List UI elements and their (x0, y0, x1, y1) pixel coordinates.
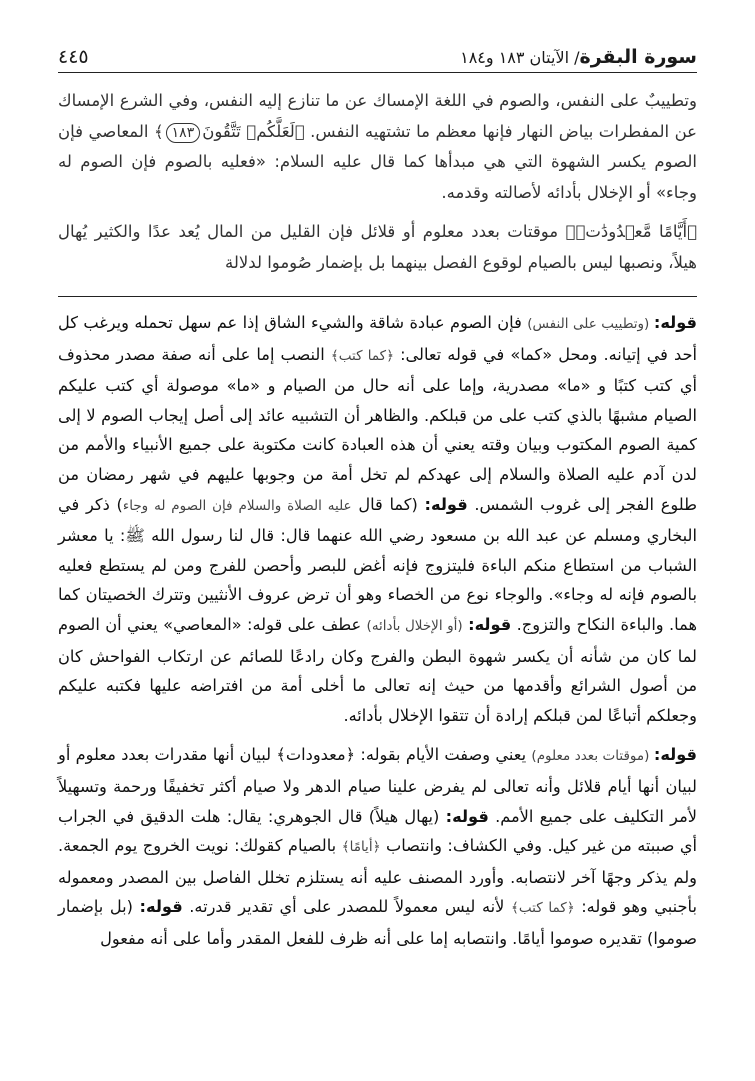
commentary-quotation: عليه الصلاة والسلام فإن الصوم له وجاء (122, 497, 352, 514)
commentary-quotation: (أو الإخلال بأدائه) (366, 617, 463, 634)
commentary-text: بالصيام كقولك: نويت الخروج يوم الجمعة. ولم يذكر وجهًا آخر لانتصابه. وأورد المصنف عليه أنه يستلزم تخلل الفاصل بين المصدر ومعموله بأجنبي وهو قوله: (58, 836, 697, 917)
commentary-quotation: ﴿كما كتب﴾ (510, 900, 575, 917)
verse-number-marker: ١٨٣ (166, 123, 201, 143)
commentary-paragraph-1 (58, 308, 697, 730)
commentary-text: يعني وصفت الأيام بقوله: ﴿معدودات﴾ لبيان أنها مقدرات بعدد معلوم أو لبيان أنها أيام قلائل وأنه تعالى لم يفرض علينا صيام الدهر ولا صيام أكثر تخفيفًا ورحمة وتسهيلاً لأمر التكليف على جميع الأمم. (58, 745, 698, 826)
commentary-quotation: (وتطييب على النفس) (527, 316, 654, 332)
header-title (460, 46, 697, 68)
commentary-text: فإن الصوم عبادة شاقة والشيء الشاق إذا عم سهل تحمله ويرغب كل أحد في إتيانه. ومحل «كما» في قوله تعالى: (58, 313, 697, 364)
running-header (58, 40, 697, 68)
base-text-paragraph-2 (58, 217, 697, 278)
page-number: ٤٤٥ (58, 46, 89, 68)
commentary-text: النصب إما على أنه صفة مصدر محذوف أي كتب كتبًا و «ما» مصدرية، وإما على أنه حال من الصيام و «ما» موصولة أي كتب عليكم الصيام مشبهًا بالذي كتب على من قبلكم. والظاهر أن التشبيه عائد إلى أصل إيجاب الصوم لا إلى كمية الصوم المكتوب وبيان وقته يعني أن هذه العبادة كانت مكتوبة على جميع الأنبياء والأمم من لدن آدم عليه الصلاة والسلام إلى عهدكم لم تخل أمة من وجوبها عليهم في شهر رمضان من طلوع الفجر إلى غروب الشمس. (58, 344, 697, 514)
commentary-keyword: قوله: (139, 897, 183, 917)
commentary-text: لأنه ليس معمولاً للمصدر على أي تقدير قدرته. (182, 897, 511, 917)
commentary-keyword: قوله: (445, 806, 489, 826)
verse-range: / الآيتان ١٨٣ و١٨٤ (460, 48, 580, 67)
commentary (58, 308, 697, 953)
base-text-run: وتطييبٌ على النفس، والصوم في اللغة الإمساك عن ما تنازع إليه النفس، وفي الشرع الإمساك عن المفطرات بياض النهار فإنها معظم ما تشتهيه النفس. (58, 91, 697, 141)
surah-name: سورة البقرة (579, 46, 697, 68)
header-rule (58, 72, 697, 73)
quran-quote: ﴿لَعَلَّكُمۡ تَتَّقُونَ (202, 121, 305, 141)
commentary-paragraph-2 (58, 740, 697, 953)
quran-quote: ﴿أَيَّامًا مَّعۡدُودَٰتٖ﴾ (565, 222, 697, 241)
base-text-run: موقتات بعدد معلوم أو قلائل فإن القليل من المال يُعد عدًا والكثير يُهال هيلاً، ونصبها ليس بالصيام لوقوع الفصل بينهما بل بإضمار صُوموا لدلالة (58, 222, 697, 272)
commentary-quotation: (موقتات بعدد معلوم) (531, 748, 654, 765)
commentary-quotation: ﴿كما كتب﴾ (330, 347, 394, 364)
commentary-text: (يهال هيلاً) قال الجوهري: يقال: هلت الدقيق في الجراب أي صببته من غير كيل. وفي الكشاف: وانتصاب (58, 806, 697, 856)
commentary-quotation: ﴿أيامًا﴾ (341, 839, 381, 856)
commentary-keyword: قوله: (653, 313, 697, 332)
commentary-keyword: قوله: (468, 614, 512, 634)
commentary-keyword: قوله: (424, 494, 468, 514)
commentary-text: (كما قال (351, 494, 425, 514)
quran-quote-close: ﴾ (153, 121, 164, 141)
base-text-paragraph-1 (58, 86, 697, 208)
commentary-text: (بل بإضمار صوموا) تقديره صوموا أيامًا. وانتصابه إما على أنه ظرف للفعل المقدر وأما على أنه مفعول (58, 897, 697, 948)
base-text-run: المعاصي فإن الصوم يكسر الشهوة التي هي مبدأها كما قال عليه السلام: «فعليه بالصوم فإن الصوم له وجاء» أو الإخلال بأدائه لأصالته وقدمه. (58, 121, 697, 202)
separator-rule (58, 296, 697, 297)
commentary-text: ) ذكر في البخاري ومسلم عن عبد الله بن مسعود رضي الله عنهما قال: قال لنا رسول الله ﷺ: يا معشر الشباب من استطاع منكم الباءة فليتزوج فإنه أغض للبصر وأحصن للفرج ومن لم يستطع فعليه بالصوم فإنه له وجاء». والوجاء نوع من الخصاء وهو أن ترض عروف الأنثيين وتترك الخصيتان كما هما. والباءة النكاح والتزوج. (58, 494, 697, 634)
base-text (58, 86, 697, 278)
commentary-keyword: قوله: (653, 745, 697, 765)
commentary-text: عطف على قوله: «المعاصي» يعني أن الصوم لما كان من شأنه أن يكسر شهوة البطن والفرج وكان رادعًا للصائم عن ارتكاب الفواحش كان من أصول الشرائع وأقدمها من حيث إنه تعالى ما أخلى أمة من افتراضه عليها فكتبه عليكم وجعلكم أتباعًا لمن قبلكم إرادة أن تتقوا الإخلال بأدائه. (58, 614, 697, 725)
